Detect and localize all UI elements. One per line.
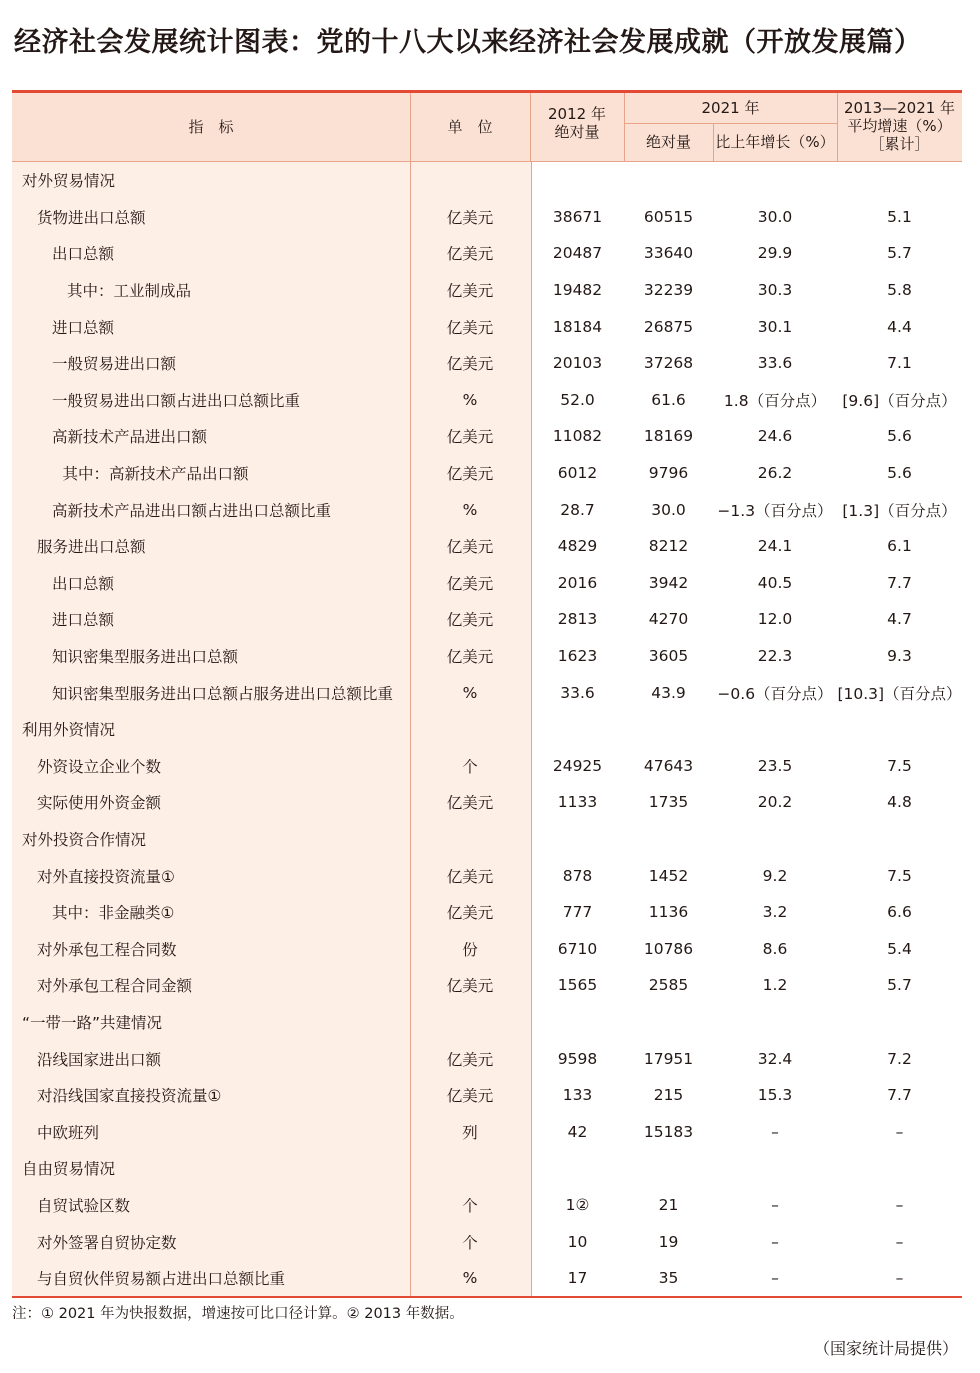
value-2021-cell: 3942 (648, 573, 689, 592)
growth-2021-cell: 1.8（百分点） (723, 391, 827, 410)
unit-cell: 亿美元 (446, 538, 494, 557)
average-growth-cell: 7.5 (887, 866, 912, 885)
value-2021-cell: 61.6 (651, 390, 686, 409)
table-row (12, 1187, 962, 1224)
unit-cell: 个 (462, 1196, 478, 1215)
indicator-cell: 对外承包工程合同数 (37, 940, 177, 959)
unit-cell: 亿美元 (446, 428, 494, 447)
value-2021-cell: 17951 (643, 1049, 694, 1068)
growth-2021-cell: −1.3（百分点） (717, 501, 833, 520)
value-2012-cell: 1565 (557, 976, 598, 995)
value-2021-cell: 8212 (648, 537, 689, 556)
unit-cell: 亿美元 (446, 574, 494, 593)
header-2012-abs: 绝对量 (554, 123, 600, 141)
value-2021-cell: 47643 (643, 756, 694, 775)
unit-cell: 亿美元 (446, 282, 494, 301)
indicator-cell: 出口总额 (52, 245, 115, 264)
table-header (12, 93, 962, 162)
indicator-cell: 利用外资情况 (22, 721, 116, 740)
growth-2021-cell: 20.2 (757, 793, 793, 812)
average-growth-cell: 7.7 (887, 573, 912, 592)
table-row (12, 1223, 962, 1260)
value-2012-cell: 52.0 (560, 390, 595, 409)
value-2021-cell: 32239 (643, 281, 694, 300)
table-row (12, 930, 962, 967)
average-growth-cell: 5.7 (887, 244, 912, 263)
unit-cell: 亿美元 (446, 977, 494, 996)
table-row (12, 638, 962, 675)
value-2012-cell: 878 (562, 866, 593, 885)
indicator-cell: 其中：工业制成品 (67, 282, 192, 301)
value-2021-cell: 30.0 (651, 500, 686, 519)
value-2012-cell: 10 (567, 1232, 588, 1251)
value-2012-cell: 20487 (552, 244, 603, 263)
value-2021-cell: 215 (653, 1086, 684, 1105)
indicator-cell: 对沿线国家直接投资流量① (37, 1087, 222, 1106)
growth-2021-cell: −0.6（百分点） (717, 684, 833, 703)
indicator-cell: 一般贸易进出口额占进出口总额比重 (52, 391, 301, 410)
header-average-cumulative: ［累计］ (869, 135, 930, 153)
growth-2021-cell: – (771, 1122, 779, 1141)
header-2012-year: 2012 年 (548, 105, 606, 123)
growth-2021-cell: 40.5 (757, 573, 793, 592)
growth-2021-cell: 26.2 (757, 464, 793, 483)
unit-cell: 亿美元 (446, 208, 494, 227)
table-row (12, 418, 962, 455)
average-growth-cell: [1.3]（百分点） (842, 501, 957, 520)
value-2021-cell: 1735 (648, 793, 689, 812)
growth-2021-cell: 32.4 (757, 1049, 793, 1068)
unit-cell: 亿美元 (446, 648, 494, 667)
indicator-cell: 自由贸易情况 (22, 1160, 116, 1179)
indicator-cell: 对外贸易情况 (22, 172, 116, 191)
growth-2021-cell: – (771, 1232, 779, 1251)
value-2012-cell: 24925 (552, 756, 603, 775)
value-2012-cell: 6012 (557, 464, 598, 483)
header-2021-growth: 比上年增长（%） (715, 133, 835, 151)
average-growth-cell: 5.1 (887, 207, 912, 226)
value-2012-cell: 1② (565, 1195, 590, 1214)
indicator-cell: 一般贸易进出口额 (52, 355, 177, 374)
indicator-cell: 外资设立企业个数 (37, 757, 162, 776)
value-2012-cell: 4829 (557, 537, 598, 556)
value-2012-cell: 28.7 (560, 500, 595, 519)
growth-2021-cell: 30.3 (757, 281, 793, 300)
table-row (12, 162, 962, 199)
indicator-cell: 知识密集型服务进出口总额占服务进出口总额比重 (52, 684, 394, 703)
table-row (12, 528, 962, 565)
growth-2021-cell: – (771, 1195, 779, 1214)
average-growth-cell: 4.7 (887, 610, 912, 629)
growth-2021-cell: 23.5 (757, 756, 793, 775)
value-2012-cell: 9598 (557, 1049, 598, 1068)
value-2012-cell: 2813 (557, 610, 598, 629)
table-row (12, 1004, 962, 1041)
average-growth-cell: 5.8 (887, 281, 912, 300)
growth-2021-cell: 30.1 (757, 317, 793, 336)
header-average-rate: 平均增速（%） (847, 117, 952, 135)
indicator-cell: 与自贸伙伴贸易额占进出口总额比重 (37, 1270, 286, 1289)
indicator-cell: 其中：非金融类① (52, 904, 175, 923)
value-2021-cell: 21 (658, 1195, 679, 1214)
indicator-cell: 对外签署自贸协定数 (37, 1233, 177, 1252)
growth-2021-cell: 15.3 (757, 1086, 793, 1105)
value-2021-cell: 1136 (648, 903, 689, 922)
average-growth-cell: 5.6 (887, 464, 912, 483)
header-average-period: 2013—2021 年 (843, 99, 956, 117)
table-row (12, 967, 962, 1004)
indicator-cell: “一带一路”共建情况 (22, 1013, 163, 1032)
unit-cell: 亿美元 (446, 465, 494, 484)
value-2012-cell: 19482 (552, 281, 603, 300)
unit-cell: 亿美元 (446, 904, 494, 923)
unit-cell: % (462, 1269, 478, 1288)
average-growth-cell: – (895, 1232, 904, 1251)
value-2021-cell: 33640 (643, 244, 694, 263)
indicator-cell: 对外投资合作情况 (22, 830, 147, 849)
value-2021-cell: 18169 (643, 427, 694, 446)
table-row (12, 1113, 962, 1150)
table-row (12, 821, 962, 858)
growth-2021-cell: 30.0 (757, 207, 793, 226)
table-row (12, 345, 962, 382)
indicator-cell: 知识密集型服务进出口总额 (52, 648, 239, 667)
average-growth-cell: – (895, 1122, 904, 1141)
value-2012-cell: 42 (567, 1122, 588, 1141)
indicator-cell: 服务进出口总额 (37, 538, 146, 557)
average-growth-cell: 6.6 (887, 903, 912, 922)
average-growth-cell: 7.2 (887, 1049, 912, 1068)
average-growth-cell: 5.7 (887, 976, 912, 995)
value-2012-cell: 17 (567, 1269, 588, 1288)
table-row (12, 491, 962, 528)
table-row (12, 272, 962, 309)
header-2012 (530, 105, 624, 141)
header-average (837, 99, 962, 153)
table-row (12, 748, 962, 785)
average-growth-cell: 5.4 (887, 939, 912, 958)
table-body (12, 162, 962, 1296)
unit-cell: 亿美元 (446, 1087, 494, 1106)
average-growth-cell: 7.1 (887, 354, 912, 373)
statistics-table (12, 90, 962, 1298)
indicator-cell: 实际使用外资金额 (37, 794, 162, 813)
value-2012-cell: 1623 (557, 647, 598, 666)
unit-cell: 亿美元 (446, 611, 494, 630)
growth-2021-cell: 8.6 (762, 939, 788, 958)
value-2021-cell: 9796 (648, 464, 689, 483)
average-growth-cell: 5.6 (887, 427, 912, 446)
table-row (12, 894, 962, 931)
header-unit: 单 位 (447, 118, 493, 136)
table-row (12, 308, 962, 345)
growth-2021-cell: 24.6 (757, 427, 793, 446)
growth-2021-cell: 24.1 (757, 537, 793, 556)
table-row (12, 382, 962, 419)
average-growth-cell: – (895, 1195, 904, 1214)
value-2021-cell: 2585 (648, 976, 689, 995)
average-growth-cell: 4.8 (887, 793, 912, 812)
value-2021-cell: 37268 (643, 354, 694, 373)
growth-2021-cell: – (771, 1269, 779, 1288)
table-row (12, 1150, 962, 1187)
unit-cell: 份 (462, 940, 478, 959)
source-credit: （国家统计局提供） (813, 1339, 958, 1358)
average-growth-cell: – (895, 1269, 904, 1288)
indicator-cell: 高新技术产品进出口额 (52, 428, 208, 447)
value-2012-cell: 18184 (552, 317, 603, 336)
table-row (12, 784, 962, 821)
indicator-cell: 进口总额 (52, 318, 115, 337)
growth-2021-cell: 3.2 (762, 903, 788, 922)
indicator-cell: 其中：高新技术产品出口额 (62, 465, 249, 484)
value-2012-cell: 11082 (552, 427, 603, 446)
indicator-cell: 自贸试验区数 (37, 1196, 131, 1215)
indicator-cell: 高新技术产品进出口额占进出口总额比重 (52, 501, 332, 520)
value-2012-cell: 2016 (557, 573, 598, 592)
table-row (12, 1040, 962, 1077)
value-2012-cell: 6710 (557, 939, 598, 958)
table-row (12, 565, 962, 602)
page-title: 经济社会发展统计图表：党的十八大以来经济社会发展成就（开放发展篇） (14, 27, 922, 58)
indicator-cell: 中欧班列 (37, 1123, 100, 1142)
average-growth-cell: 4.4 (887, 317, 912, 336)
unit-cell: % (462, 683, 478, 702)
value-2012-cell: 777 (562, 903, 593, 922)
average-growth-cell: 7.5 (887, 756, 912, 775)
growth-2021-cell: 33.6 (757, 354, 793, 373)
unit-cell: 亿美元 (446, 794, 494, 813)
unit-cell: 个 (462, 1233, 478, 1252)
growth-2021-cell: 1.2 (762, 976, 788, 995)
table-row (12, 1077, 962, 1114)
value-2021-cell: 19 (658, 1232, 679, 1251)
growth-2021-cell: 12.0 (757, 610, 793, 629)
unit-cell: % (462, 500, 478, 519)
table-row (12, 235, 962, 272)
value-2021-cell: 10786 (643, 939, 694, 958)
table-row (12, 857, 962, 894)
value-2021-cell: 3605 (648, 647, 689, 666)
average-growth-cell: 6.1 (887, 537, 912, 556)
header-2021-abs: 绝对量 (645, 133, 691, 151)
average-growth-cell: 9.3 (887, 647, 912, 666)
table-row (12, 455, 962, 492)
unit-cell: % (462, 390, 478, 409)
growth-2021-cell: 29.9 (757, 244, 793, 263)
footnote: 注：① 2021 年为快报数据，增速按可比口径计算。② 2013 年数据。 (12, 1306, 464, 1322)
growth-2021-cell: 9.2 (762, 866, 788, 885)
value-2021-cell: 26875 (643, 317, 694, 336)
unit-cell: 亿美元 (446, 355, 494, 374)
indicator-cell: 对外承包工程合同金额 (37, 977, 193, 996)
value-2021-cell: 1452 (648, 866, 689, 885)
value-2021-cell: 43.9 (651, 683, 686, 702)
indicator-cell: 进口总额 (52, 611, 115, 630)
indicator-cell: 出口总额 (52, 574, 115, 593)
unit-cell: 亿美元 (446, 1050, 494, 1069)
unit-cell: 亿美元 (446, 245, 494, 264)
value-2012-cell: 133 (562, 1086, 593, 1105)
value-2012-cell: 38671 (552, 207, 603, 226)
table-row (12, 711, 962, 748)
header-indicator: 指 标 (188, 118, 234, 136)
table-row (12, 601, 962, 638)
unit-cell: 亿美元 (446, 318, 494, 337)
unit-cell: 个 (462, 757, 478, 776)
average-growth-cell: [10.3]（百分点） (837, 684, 962, 703)
value-2021-cell: 60515 (643, 207, 694, 226)
unit-cell: 列 (462, 1123, 478, 1142)
value-2012-cell: 33.6 (560, 683, 595, 702)
table-row (12, 199, 962, 236)
table-row (12, 1260, 962, 1297)
indicator-cell: 货物进出口总额 (37, 208, 146, 227)
growth-2021-cell: 22.3 (757, 647, 793, 666)
indicator-cell: 沿线国家进出口额 (37, 1050, 162, 1069)
value-2021-cell: 35 (658, 1269, 679, 1288)
unit-cell: 亿美元 (446, 867, 494, 886)
value-2021-cell: 4270 (648, 610, 689, 629)
value-2021-cell: 15183 (643, 1122, 694, 1141)
table-row (12, 674, 962, 711)
indicator-cell: 对外直接投资流量① (37, 867, 175, 886)
average-growth-cell: 7.7 (887, 1086, 912, 1105)
average-growth-cell: [9.6]（百分点） (842, 391, 957, 410)
header-2021: 2021 年 (701, 99, 760, 117)
value-2012-cell: 20103 (552, 354, 603, 373)
value-2012-cell: 1133 (557, 793, 598, 812)
